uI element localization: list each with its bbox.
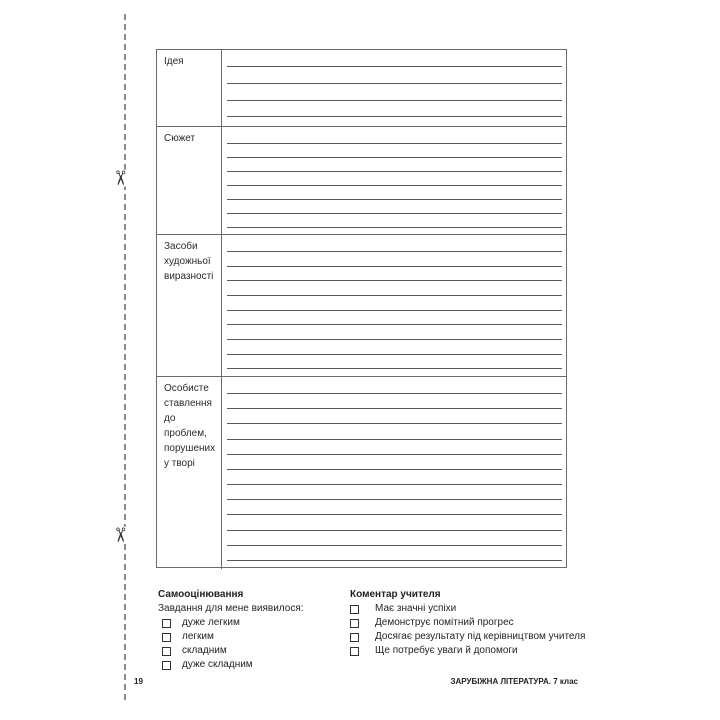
writing-line[interactable] bbox=[227, 499, 562, 500]
writing-line[interactable] bbox=[227, 251, 562, 252]
row-label: Ідея bbox=[157, 50, 222, 126]
row-artistic-means bbox=[157, 235, 566, 377]
option-label: Має значні успіхи bbox=[375, 603, 457, 614]
cut-line bbox=[124, 14, 126, 700]
self-option[interactable] bbox=[158, 630, 304, 644]
book-title: ЗАРУБІЖНА ЛІТЕРАТУРА. 7 клас bbox=[450, 677, 578, 686]
writing-line[interactable] bbox=[227, 171, 562, 172]
writing-line[interactable] bbox=[227, 545, 562, 546]
writing-line[interactable] bbox=[227, 423, 562, 424]
row-label: Особисте ставлення до проблем, порушених у творі bbox=[157, 377, 222, 569]
row-plot bbox=[157, 127, 566, 235]
teacher-option[interactable] bbox=[350, 602, 585, 616]
writing-line[interactable] bbox=[227, 185, 562, 186]
teacher-option[interactable] bbox=[350, 616, 585, 630]
writing-line[interactable] bbox=[227, 295, 562, 296]
writing-line[interactable] bbox=[227, 280, 562, 281]
teacher-option[interactable] bbox=[350, 630, 585, 644]
writing-line[interactable] bbox=[227, 454, 562, 455]
checkbox[interactable] bbox=[162, 647, 171, 656]
writing-line[interactable] bbox=[227, 354, 562, 355]
teacher-option[interactable] bbox=[350, 644, 585, 658]
writing-line[interactable] bbox=[227, 439, 562, 440]
option-label: Демонструє помітний прогрес bbox=[375, 617, 514, 628]
row-label: Сюжет bbox=[157, 127, 222, 234]
scissors-icon: ✂ bbox=[108, 526, 131, 544]
checkbox[interactable] bbox=[162, 619, 171, 628]
writing-line[interactable] bbox=[227, 530, 562, 531]
checkbox[interactable] bbox=[162, 633, 171, 642]
writing-line[interactable] bbox=[227, 560, 562, 561]
writing-line[interactable] bbox=[227, 408, 562, 409]
self-option[interactable] bbox=[158, 658, 304, 672]
option-label: легким bbox=[182, 631, 214, 642]
teacher-comment bbox=[350, 588, 585, 658]
checkbox[interactable] bbox=[350, 633, 359, 642]
option-label: складним bbox=[182, 645, 227, 656]
writing-line[interactable] bbox=[227, 199, 562, 200]
writing-line[interactable] bbox=[227, 339, 562, 340]
option-label: Ще потребує уваги й допомоги bbox=[375, 645, 518, 656]
row-idea bbox=[157, 50, 566, 127]
self-option[interactable] bbox=[158, 644, 304, 658]
writing-line[interactable] bbox=[227, 514, 562, 515]
writing-line[interactable] bbox=[227, 66, 562, 67]
writing-line[interactable] bbox=[227, 324, 562, 325]
option-label: дуже складним bbox=[182, 659, 253, 670]
writing-line[interactable] bbox=[227, 393, 562, 394]
self-assessment-prompt: Завдання для мене виявилося: bbox=[158, 603, 304, 614]
row-personal-attitude bbox=[157, 377, 566, 569]
writing-line[interactable] bbox=[227, 116, 562, 117]
self-option[interactable] bbox=[158, 616, 304, 630]
writing-line[interactable] bbox=[227, 213, 562, 214]
option-label: Досягає результату під керівництвом учителя bbox=[375, 631, 586, 642]
option-label: дуже легким bbox=[182, 617, 240, 628]
checkbox[interactable] bbox=[350, 605, 359, 614]
writing-line[interactable] bbox=[227, 157, 562, 158]
scissors-icon: ✂ bbox=[108, 169, 131, 187]
writing-line[interactable] bbox=[227, 484, 562, 485]
writing-line[interactable] bbox=[227, 143, 562, 144]
checkbox[interactable] bbox=[350, 619, 359, 628]
worksheet-table bbox=[156, 49, 567, 568]
writing-line[interactable] bbox=[227, 469, 562, 470]
writing-line[interactable] bbox=[227, 368, 562, 369]
checkbox[interactable] bbox=[162, 661, 171, 670]
writing-line[interactable] bbox=[227, 310, 562, 311]
page-number: 19 bbox=[134, 677, 143, 686]
checkbox[interactable] bbox=[350, 647, 359, 656]
writing-line[interactable] bbox=[227, 83, 562, 84]
self-assessment-title: Самооцінювання bbox=[158, 589, 244, 600]
row-label: Засоби художньої виразності bbox=[157, 235, 222, 376]
writing-line[interactable] bbox=[227, 227, 562, 228]
writing-line[interactable] bbox=[227, 266, 562, 267]
self-assessment bbox=[158, 588, 304, 672]
teacher-comment-title: Коментар учителя bbox=[350, 589, 441, 600]
writing-line[interactable] bbox=[227, 100, 562, 101]
